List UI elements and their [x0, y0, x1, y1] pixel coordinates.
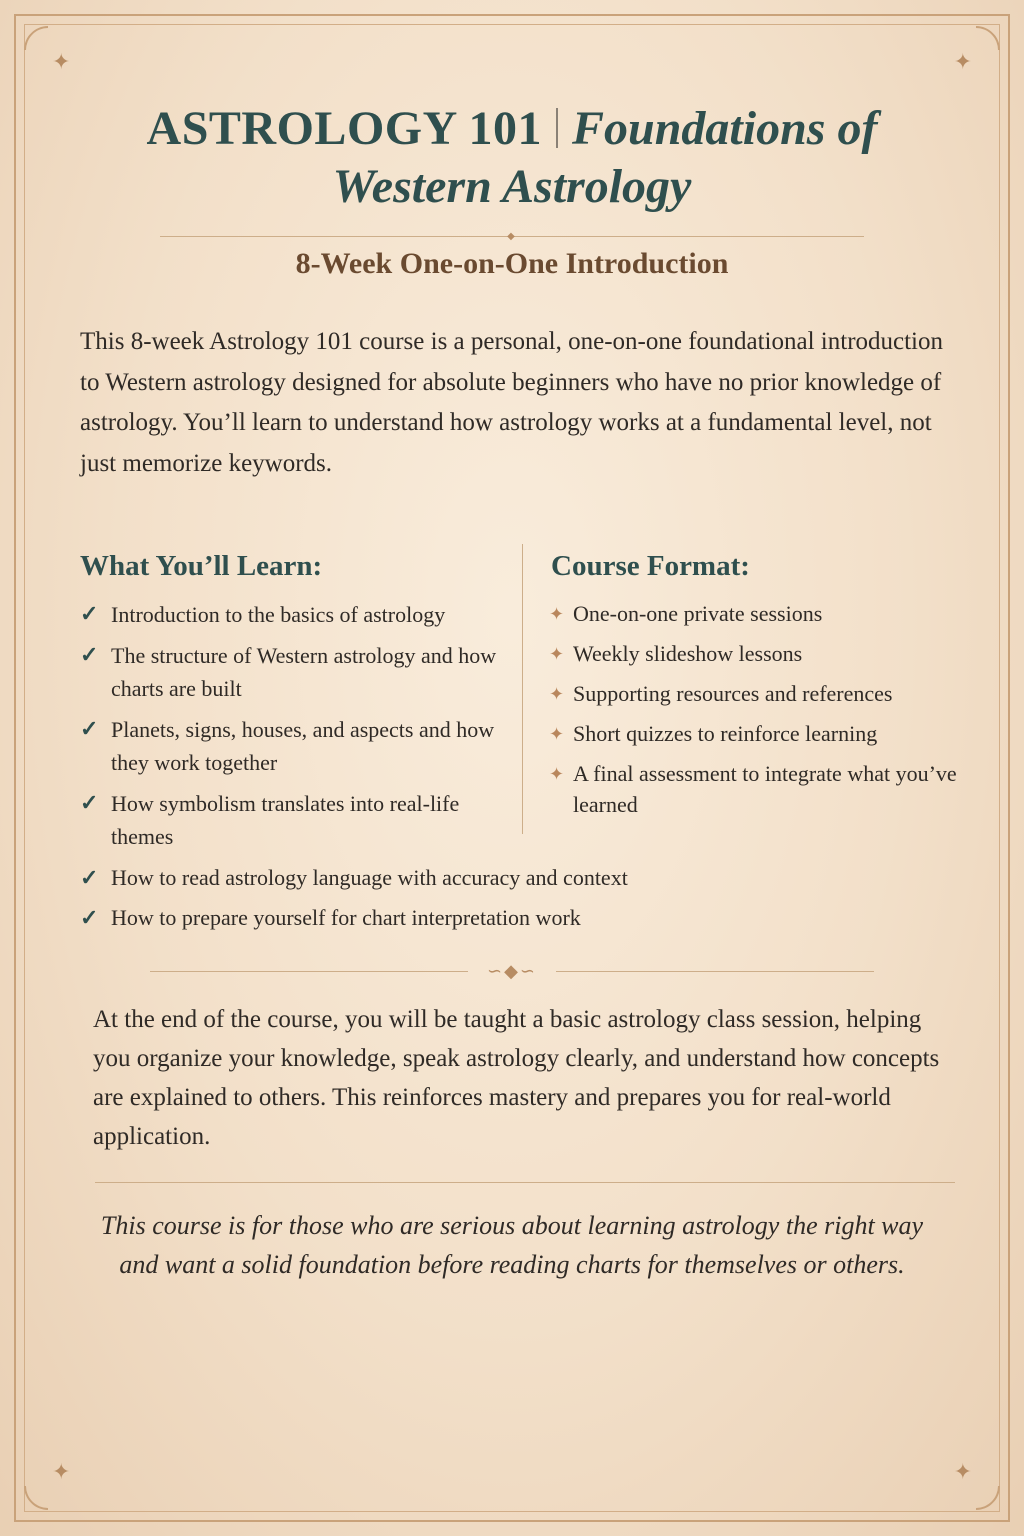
subtitle: 8-Week One-on-One Introduction — [295, 247, 729, 280]
list-item: ✓ Planets, signs, houses, and aspects and how they work together — [80, 713, 520, 787]
list-item: ✦ Weekly slideshow lessons — [549, 638, 969, 678]
sparkle-star-icon: ✦ — [953, 50, 972, 75]
check-icon: ✓ — [80, 642, 99, 667]
sparkle-star-icon: ✦ — [549, 684, 565, 704]
sparkle-star-icon: ✦ — [52, 50, 71, 75]
page-title — [60, 100, 964, 216]
sparkle-star-icon: ✦ — [549, 764, 565, 784]
list-item: ✦ Short quizzes to reinforce learning — [549, 718, 969, 758]
diamond-ornament-icon: ∽◆∽ — [486, 961, 537, 982]
learn-list — [80, 598, 520, 861]
learn-heading: What You’ll Learn: — [80, 550, 323, 582]
list-item: ✦ A final assessment to integrate what you’ve learned — [549, 758, 969, 822]
format-list — [549, 598, 969, 822]
list-item: ✓ The structure of Western astrology and how charts are built — [80, 639, 520, 713]
corner-flourish-top-right — [934, 30, 994, 90]
closing-divider — [95, 1182, 955, 1183]
corner-flourish-top-left — [30, 30, 90, 90]
title-italic-line1: Foundations of — [572, 102, 878, 155]
list-item: ✓ How to read astrology language with accuracy and context — [80, 862, 960, 902]
check-icon: ✓ — [80, 716, 99, 741]
list-item: ✦ Supporting resources and references — [549, 678, 969, 718]
check-icon: ✓ — [80, 601, 99, 626]
check-icon: ✓ — [80, 790, 99, 815]
check-icon: ✓ — [80, 865, 99, 890]
list-item: ✓ Introduction to the basics of astrology — [80, 598, 520, 639]
diamond-ornament-icon: ◆ — [507, 231, 515, 242]
learn-list-continued — [80, 862, 960, 942]
corner-flourish-bottom-left — [30, 1446, 90, 1506]
sparkle-star-icon: ✦ — [549, 724, 565, 744]
sparkle-star-icon: ✦ — [549, 644, 565, 664]
sparkle-star-icon: ✦ — [549, 604, 565, 624]
title-italic-line2: Western Astrology — [332, 160, 692, 213]
section-ornament — [150, 962, 874, 982]
corner-flourish-bottom-right — [934, 1446, 994, 1506]
closing-paragraph: At the end of the course, you will be taught a basic astrology class session, helping you organize your knowledge, speak astrology clearly, and understand how concepts are explained to others. This reinforces mastery and prepares you for real-world application. — [93, 1006, 940, 1150]
tagline: This course is for those who are serious about learning astrology the right way and want a solid foundation before reading charts for themselves or others. — [100, 1211, 924, 1279]
sparkle-star-icon: ✦ — [52, 1460, 71, 1485]
list-item: ✓ How symbolism translates into real-life themes — [80, 787, 520, 861]
format-heading: Course Format: — [551, 550, 750, 582]
check-icon: ✓ — [80, 905, 99, 930]
column-divider — [522, 544, 523, 834]
sparkle-star-icon: ✦ — [953, 1460, 972, 1485]
intro-paragraph: This 8-week Astrology 101 course is a personal, one-on-one foundational introduction to Western astrology designed for absolute beginners who have no prior knowledge of astrology. You’ll learn to understand how astrology works at a fundamental level, not just memorize keywords. — [80, 328, 944, 477]
title-separator — [556, 108, 558, 148]
list-item: ✓ How to prepare yourself for chart interpretation work — [80, 902, 960, 942]
title-main: ASTROLOGY 101 — [146, 102, 542, 155]
list-item: ✦ One-on-one private sessions — [549, 598, 969, 638]
